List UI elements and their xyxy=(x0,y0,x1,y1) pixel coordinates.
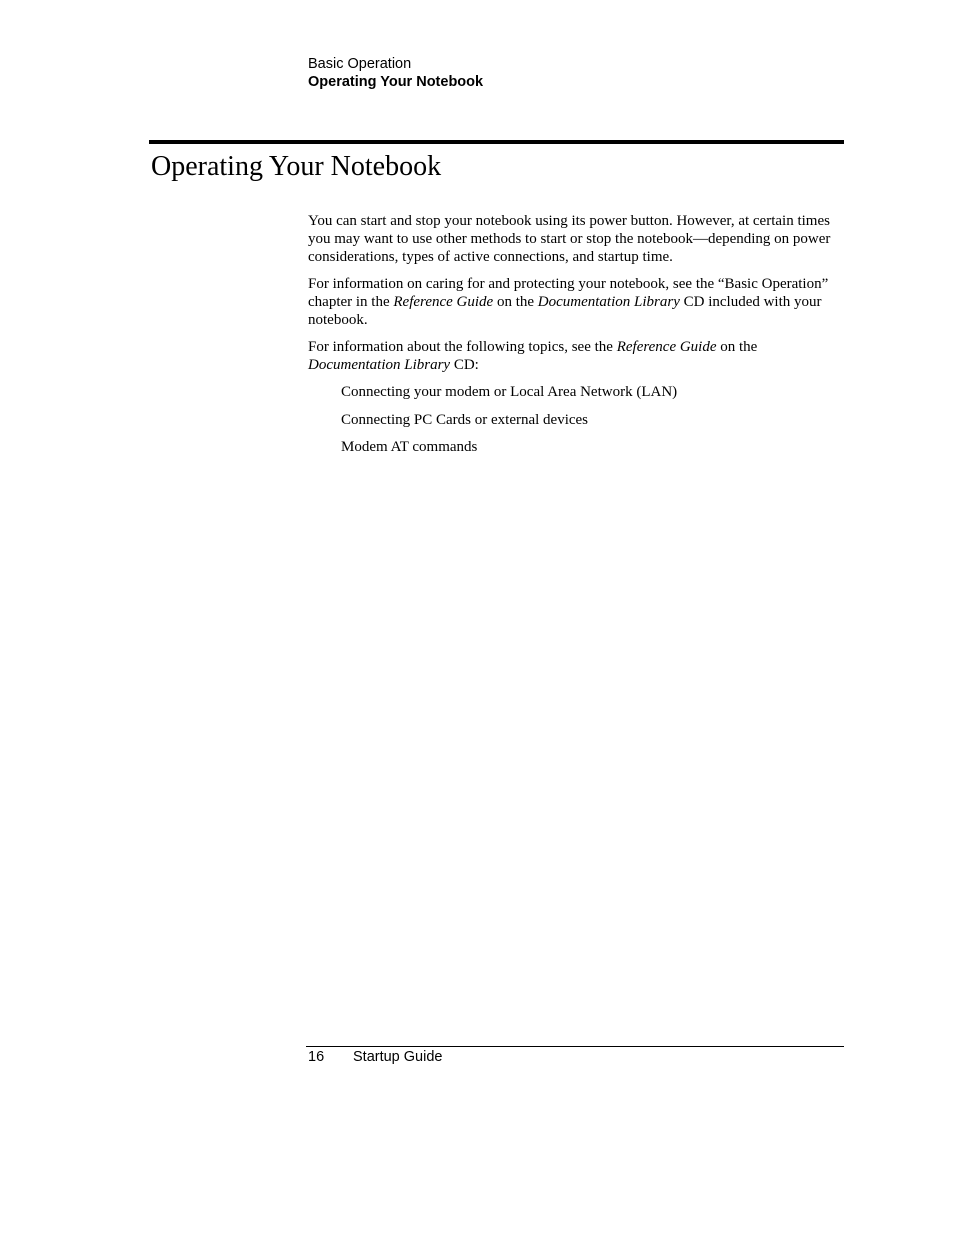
page-footer xyxy=(308,1048,442,1066)
reference-guide-title: Reference Guide xyxy=(616,339,717,355)
care-text-2: on the xyxy=(493,294,538,310)
running-header xyxy=(308,55,483,91)
care-text-3: CD included with your notebook. xyxy=(308,294,822,328)
care-paragraph xyxy=(308,275,838,329)
page-title: Operating Your Notebook xyxy=(151,151,442,182)
list-item: Connecting your modem or Local Area Network (LAN) xyxy=(341,384,678,400)
footer-rule xyxy=(306,1046,844,1047)
topics-text-3: CD: xyxy=(450,357,479,373)
topics-paragraph xyxy=(308,338,838,374)
header-subsection: Operating Your Notebook xyxy=(308,74,484,90)
topics-text-1: For information about the following topics, see the xyxy=(308,339,617,355)
topic-list xyxy=(308,383,838,456)
header-section: Basic Operation xyxy=(308,56,412,72)
reference-guide-title: Reference Guide xyxy=(393,294,494,310)
documentation-library-title: Documentation Library xyxy=(308,357,451,373)
documentation-library-title: Documentation Library xyxy=(537,294,680,310)
list-item: Modem AT commands xyxy=(341,439,478,455)
book-title: Startup Guide xyxy=(353,1049,443,1065)
intro-paragraph: You can start and stop your notebook using its power button. However, at certain times you may want to use other methods to start or stop the notebook—depending on power considerations, types of active connections, and startup time. xyxy=(308,213,831,265)
page-number: 16 xyxy=(308,1049,325,1065)
body-text xyxy=(308,212,838,466)
topics-text-2: on the xyxy=(716,339,758,355)
list-item: Connecting PC Cards or external devices xyxy=(341,411,589,428)
title-rule xyxy=(149,140,844,144)
care-text-1: For information on caring for and protecting your notebook, see the “Basic Operation” chapter in the xyxy=(308,276,829,310)
